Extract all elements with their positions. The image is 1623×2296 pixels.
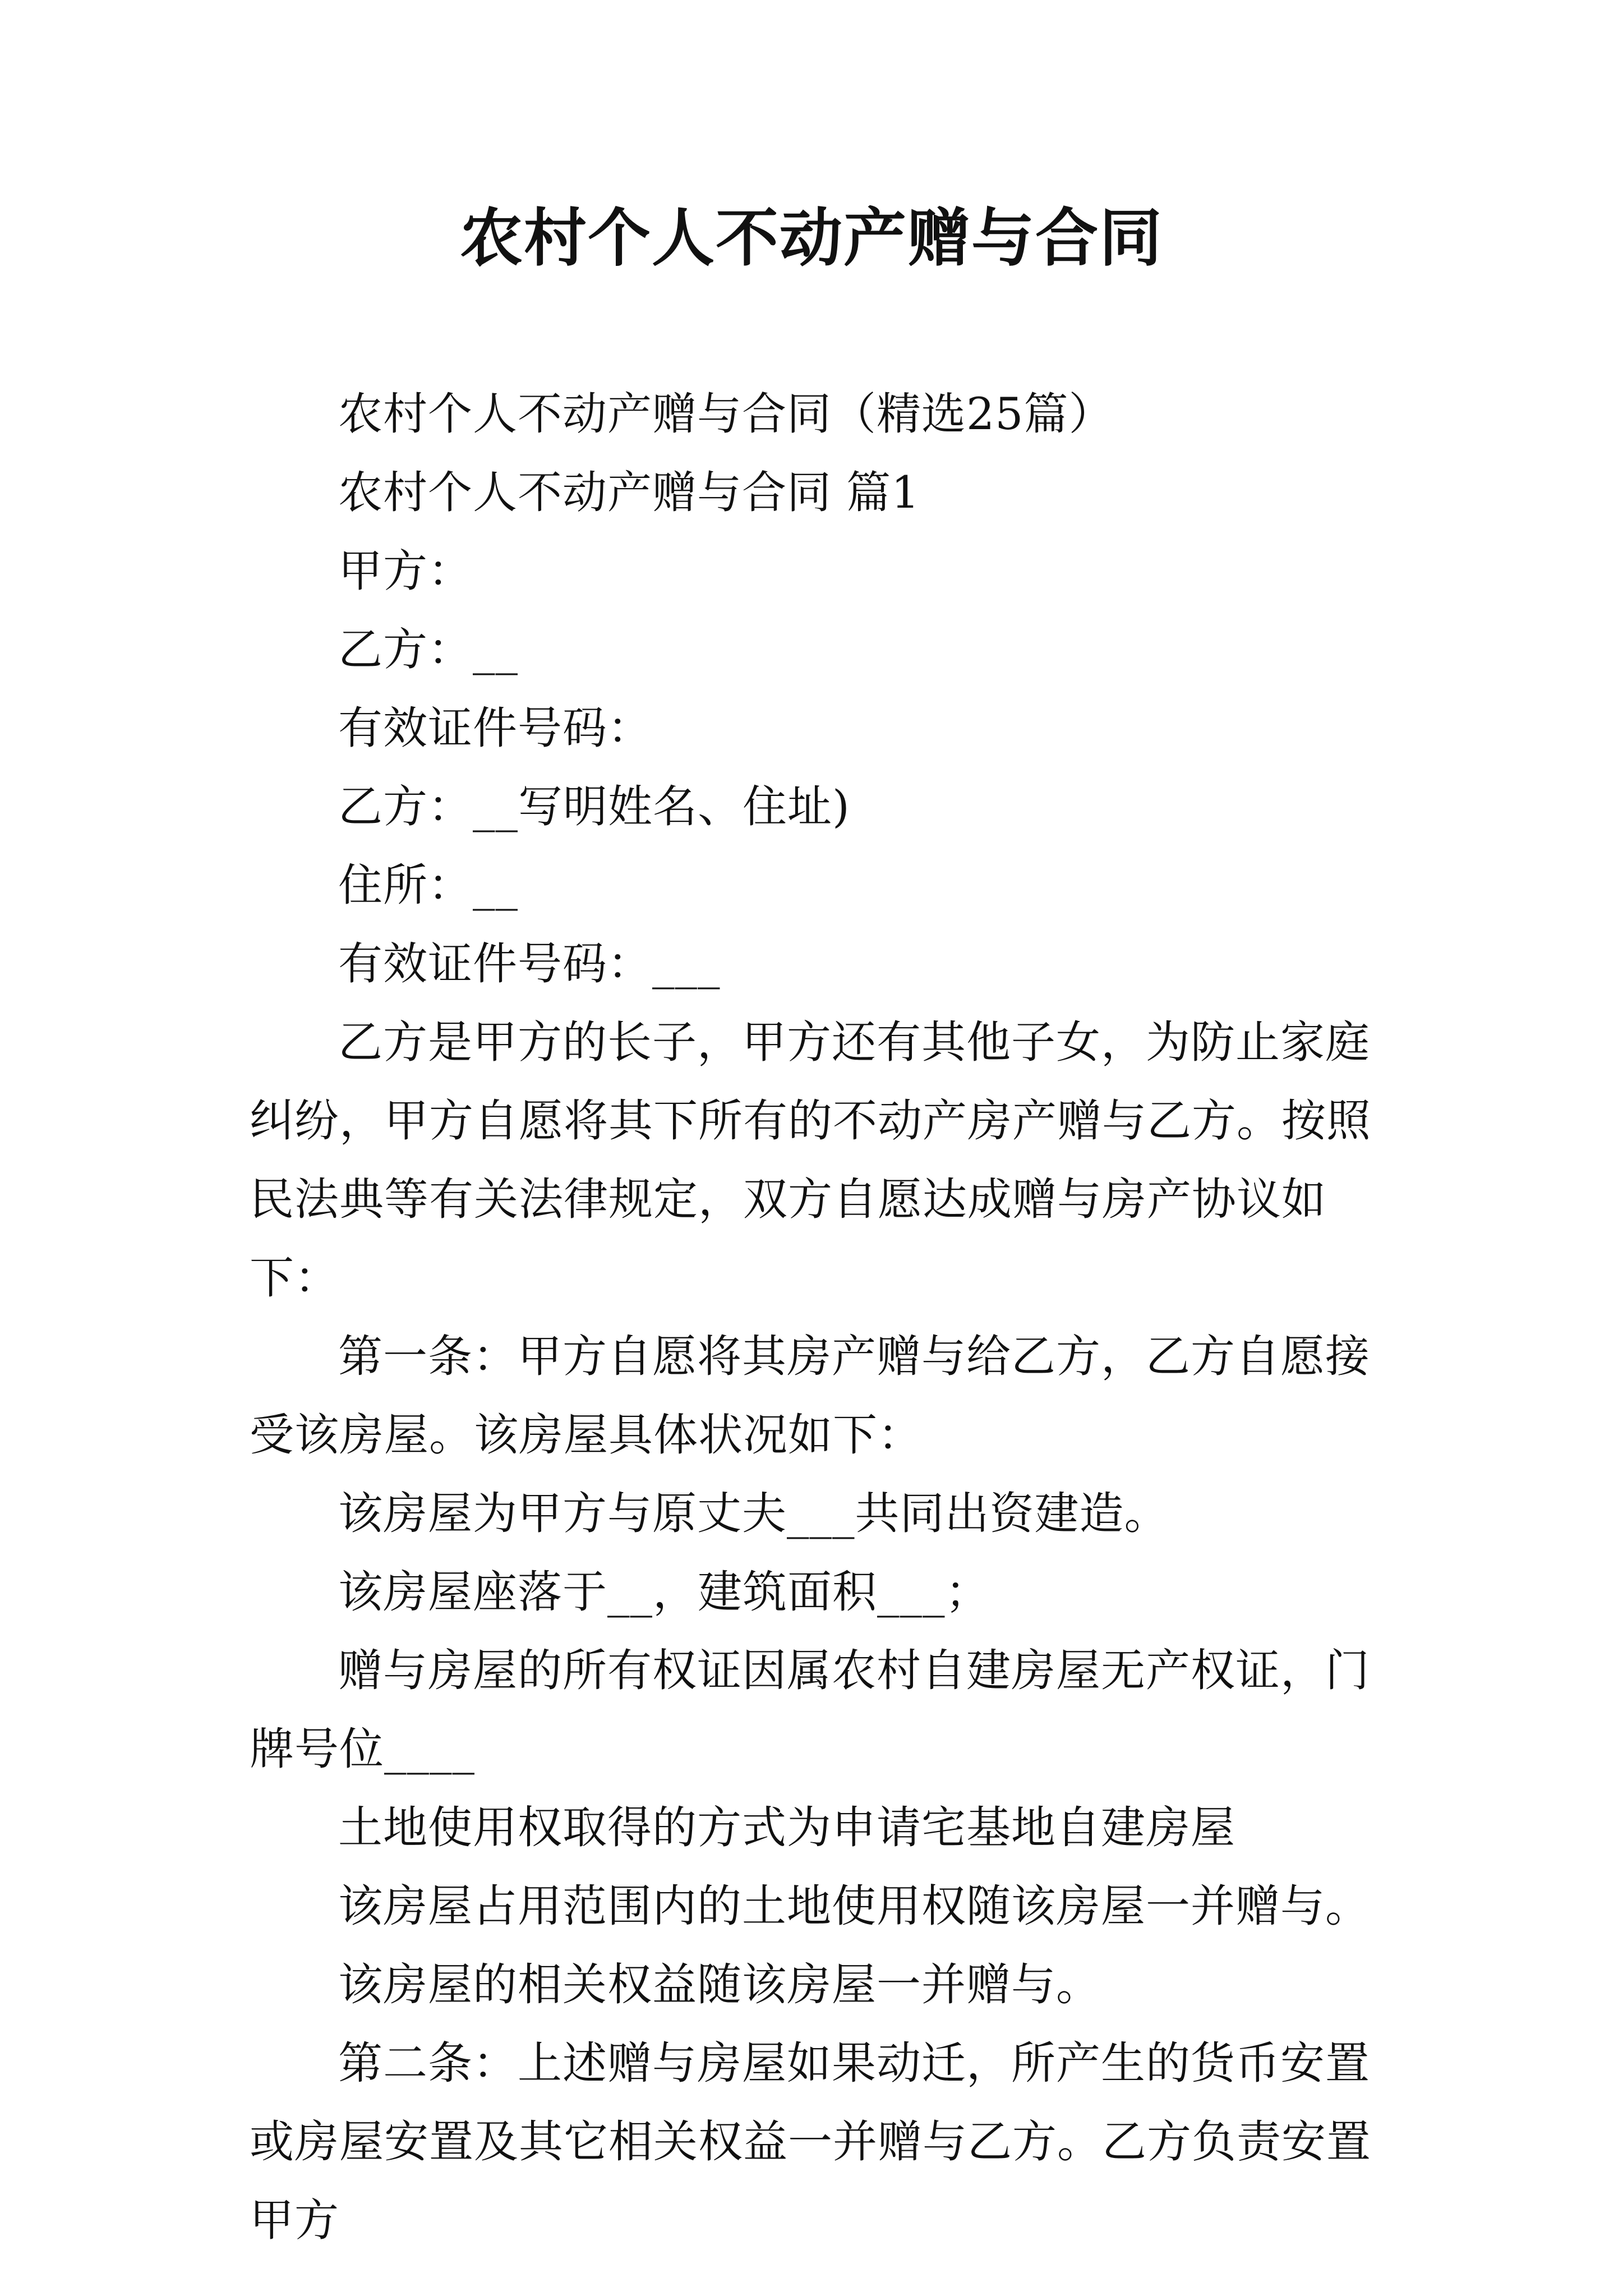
paragraph-article-1: 第一条：甲方自愿将其房产赠与给乙方，乙方自愿接受该房屋。该房屋具体状况如下：	[250, 1331, 1370, 1461]
paragraph-party-b: 乙方：__	[338, 624, 518, 675]
paragraph-party-a: 甲方：	[338, 545, 473, 597]
document-title: 农村个人不动产赠与合同	[460, 201, 1163, 275]
paragraph-land-gift: 该房屋占用范围内的土地使用权随该房屋一并赠与。	[338, 1880, 1370, 1932]
paragraph-house-location: 该房屋座落于__，建筑面积___；	[338, 1566, 990, 1618]
paragraph-id-number-2: 有效证件号码：___	[338, 938, 721, 990]
paragraph-land-use: 土地使用权取得的方式为申请宅基地自建房屋	[338, 1802, 1235, 1853]
paragraph-rights-gift: 该房屋的相关权益随该房屋一并赠与。	[338, 1959, 1101, 2010]
paragraph-residence: 住所：__	[338, 859, 518, 911]
document-body	[250, 375, 1382, 2260]
paragraph-house-built: 该房屋为甲方与原丈夫___共同出资建造。	[338, 1488, 1169, 1539]
paragraph-section-heading: 农村个人不动产赠与合同 篇1	[338, 467, 920, 518]
paragraph-ownership: 赠与房屋的所有权证因属农村自建房屋无产权证，门牌号位____	[250, 1645, 1370, 1775]
paragraph-subtitle: 农村个人不动产赠与合同（精选25篇）	[338, 388, 1114, 440]
paragraph-article-2: 第二条：上述赠与房屋如果动迁，所产生的货币安置或房屋安置及其它相关权益一并赠与乙方。乙方负责安置甲方	[250, 2037, 1371, 2246]
paragraph-id-number: 有效证件号码：	[338, 702, 652, 754]
paragraph-background: 乙方是甲方的长子，甲方还有其他子女，为防止家庭纠纷，甲方自愿将其下所有的不动产房产赠与乙方。按照民法典等有关法律规定，双方自愿达成赠与房产协议如下：	[250, 1016, 1371, 1304]
paragraph-party-b-name-address: 乙方：__写明姓名、住址)	[338, 781, 850, 832]
